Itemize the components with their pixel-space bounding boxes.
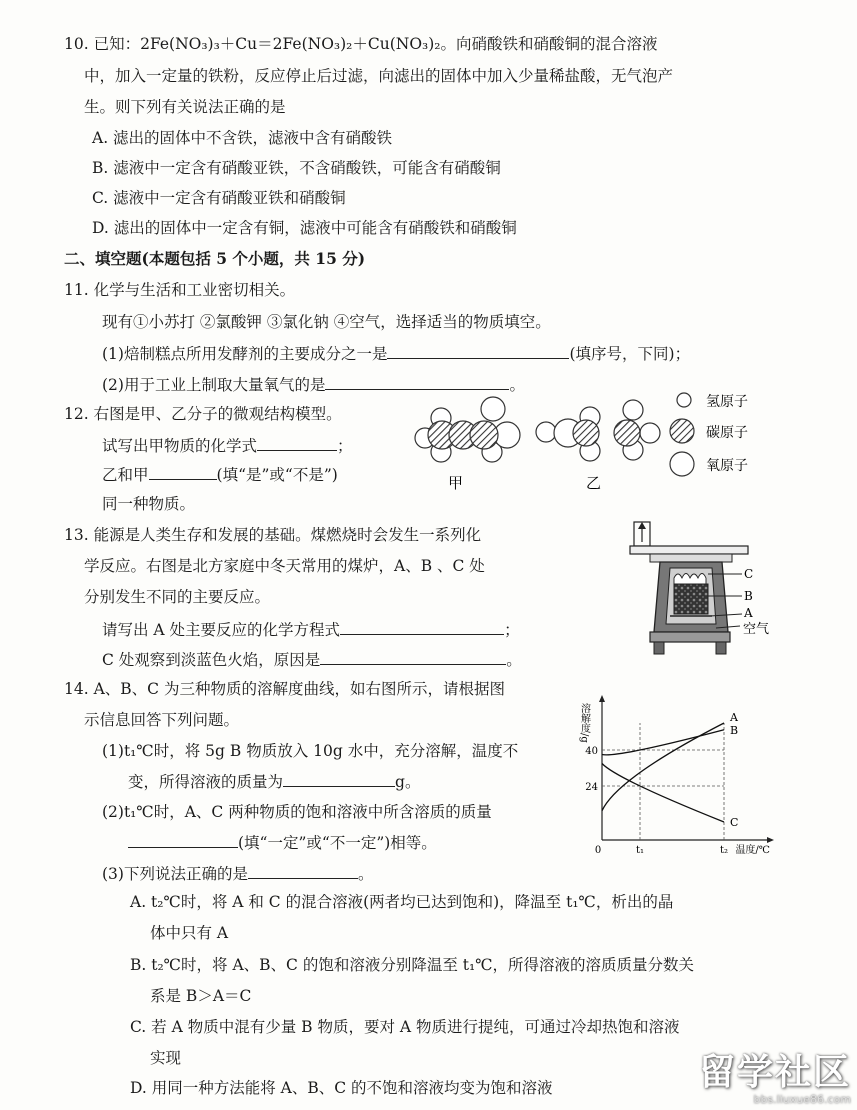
q13-line5-prompt: C 处观察到淡蓝色火焰，原因是 [102, 651, 321, 669]
q10-option-b: B. 滤液中一定含有硝酸亚铁，不含硝酸铁，可能含有硝酸铜 [92, 159, 501, 177]
answer-blank[interactable] [149, 464, 217, 480]
q13-line1: 13. 能源是人类生存和发展的基础。煤燃烧时会发生一系列化 [64, 526, 482, 544]
q14-line1: 14. A、B、C 为三种物质的溶解度曲线，如右图所示，请根据图 [64, 680, 505, 698]
legend-hydrogen: 氢原子 [706, 394, 748, 410]
q13-line4-suffix: ； [504, 621, 520, 639]
label-yi: 乙 [586, 474, 602, 492]
legend-oxygen: 氧原子 [706, 458, 748, 474]
legend-carbon: 碳原子 [706, 425, 748, 441]
y-axis-arrow-icon [599, 695, 605, 702]
q14-option-c-line2: 实现 [150, 1049, 182, 1067]
hydrogen-legend-icon [677, 393, 691, 407]
q14-sub2a: (2)t₁℃时，A、C 两种物质的饱和溶液中所含溶质的质量 [102, 803, 492, 821]
stove-label-air: 空气 [743, 622, 770, 637]
q12-line2-suffix: ； [337, 437, 353, 455]
q14-sub3 [102, 863, 373, 884]
q13-line5-suffix: 。 [506, 651, 522, 669]
series-line-c [602, 764, 724, 823]
label-jia: 甲 [448, 474, 464, 492]
x-axis-arrow-icon [767, 837, 774, 843]
carbon-legend-icon [670, 419, 694, 443]
answer-blank[interactable] [283, 771, 395, 787]
stove-label-b: B [744, 589, 753, 603]
x-tick-label: 0 [594, 845, 602, 856]
q13-line4-prompt: 请写出 A 处主要反应的化学方程式 [102, 621, 341, 639]
q14-option-a-line2: 体中只有 A [150, 924, 229, 942]
q12-line2 [102, 435, 353, 456]
q14-sub1b [128, 771, 420, 792]
q11-line2: 现有①小苏打 ②氯酸钾 ③氯化钠 ④空气，选择适当的物质填空。 [102, 313, 551, 331]
q10-line1: 10. 已知：2Fe(NO₃)₃＋Cu＝2Fe(NO₃)₂＋Cu(NO₃)₂。向硝酸铁和硝酸铜的混合溶液 [64, 35, 658, 53]
stove-label-c: C [744, 567, 754, 581]
chart-axes [599, 695, 774, 843]
q10-option-c: C. 滤液中一定含有硝酸亚铁和硝酸铜 [92, 189, 346, 207]
arrow-up-icon [638, 522, 646, 529]
q10-option-a: A. 滤出的固体中不含铁，滤液中含有硝酸铁 [92, 129, 393, 147]
q14-option-c-line1: C. 若 A 物质中混有少量 B 物质，要对 A 物质进行提纯，可通过冷却热饱和溶液 [130, 1018, 680, 1036]
q11-sub2-prompt: (2)用于工业上制取大量氧气的是 [102, 376, 326, 394]
q14-sub1a: (1)t₁℃时，将 5g B 物质放入 10g 水中，充分溶解，温度不 [102, 742, 519, 760]
solubility-chart [580, 695, 780, 865]
q14-sub2b-suffix: (填“一定”或“不一定”)相等。 [238, 834, 437, 852]
oxygen-legend-icon [670, 452, 694, 476]
q13-line2: 学反应。右图是北方家庭中冬天常用的煤炉，A、B 、C 处 [84, 557, 485, 575]
y-tick-label: 24 [585, 782, 598, 793]
q14-sub2b [128, 832, 437, 853]
q12-line3 [102, 464, 338, 485]
molecule-diagram [400, 388, 800, 498]
x-tick-label: t₁ [635, 845, 645, 856]
q12-line1: 12. 右图是甲、乙分子的微观结构模型。 [64, 405, 342, 423]
chart-series [602, 723, 724, 822]
watermark-url: bbs.liuxue86.com [753, 1093, 851, 1106]
q12-line3-suffix: (填“是”或“不是”) [216, 466, 338, 484]
y-axis-label: 溶解度/g [578, 703, 590, 743]
y-tick-label: 40 [585, 746, 598, 757]
molecule-yi [536, 400, 660, 461]
q14-sub3-prompt: (3)下列说法正确的是 [102, 865, 248, 883]
answer-blank[interactable] [128, 832, 238, 848]
answer-blank[interactable] [387, 343, 569, 359]
series-label-c: C [730, 816, 739, 829]
q13-line5 [102, 649, 522, 670]
coal-stove-diagram [620, 520, 790, 660]
q11-sub1-suffix: (填序号，下同)； [569, 345, 691, 363]
x-axis-label: 温度/℃ [735, 845, 770, 856]
series-label-a: A [730, 711, 738, 724]
q11-sub2-suffix: 。 [509, 376, 525, 394]
q14-sub1b-prompt: 变，所得溶液的质量为 [128, 773, 284, 791]
answer-blank[interactable] [340, 619, 504, 635]
q10-line2: 中，加入一定量的铁粉，反应停止后过滤，向滤出的固体中加入少量稀盐酸，无气泡产 [84, 67, 674, 85]
q14-line2: 示信息回答下列问题。 [84, 711, 240, 729]
q11-sub1 [102, 343, 690, 364]
q14-sub1b-suffix: g。 [395, 773, 421, 791]
q10-option-d: D. 滤出的固体中一定含有铜，滤液中可能含有硝酸铁和硝酸铜 [92, 219, 517, 237]
watermark-logo: 留学社区 [698, 1052, 851, 1093]
q13-line3: 分别发生不同的主要反应。 [84, 588, 271, 606]
q11-line1: 11. 化学与生活和工业密切相关。 [64, 281, 296, 299]
x-tick-label: t₂ [719, 845, 729, 856]
section-heading: 二、填空题(本题包括 5 个小题，共 15 分) [64, 249, 366, 268]
q12-line4: 同一种物质。 [102, 495, 196, 513]
q14-option-b-line2: 系是 B＞A＝C [150, 987, 252, 1005]
stove-label-a: A [744, 606, 753, 620]
molecule-jia [415, 397, 520, 462]
q10-line3: 生。则下列有关说法正确的是 [84, 98, 286, 116]
answer-blank[interactable] [248, 863, 358, 879]
q12-line2-prompt: 试写出甲物质的化学式 [102, 437, 258, 455]
answer-blank[interactable] [320, 649, 506, 665]
q14-option-d-line1: D. 用同一种方法能将 A、B、C 的不饱和溶液均变为饱和溶液 [130, 1079, 553, 1097]
q14-sub3-suffix: 。 [357, 865, 374, 883]
watermark [699, 1053, 851, 1106]
series-line-b [602, 730, 724, 755]
q12-line3-prompt: 乙和甲 [102, 466, 149, 484]
series-line-a [602, 723, 724, 811]
q14-option-a-line1: A. t₂℃时，将 A 和 C 的混合溶液(两者均已达到饱和)，降温至 t₁℃，析出的晶 [130, 893, 674, 911]
series-label-b: B [730, 723, 739, 737]
chart-labels [579, 702, 771, 856]
q13-line4 [102, 619, 520, 640]
q11-sub1-prompt: (1)焙制糕点所用发酵剂的主要成分之一是 [102, 345, 388, 363]
q14-option-b-line1: B. t₂℃时，将 A、B、C 的饱和溶液分别降温至 t₁℃，所得溶液的溶质质量分数关 [130, 956, 695, 974]
answer-blank[interactable] [257, 435, 337, 451]
